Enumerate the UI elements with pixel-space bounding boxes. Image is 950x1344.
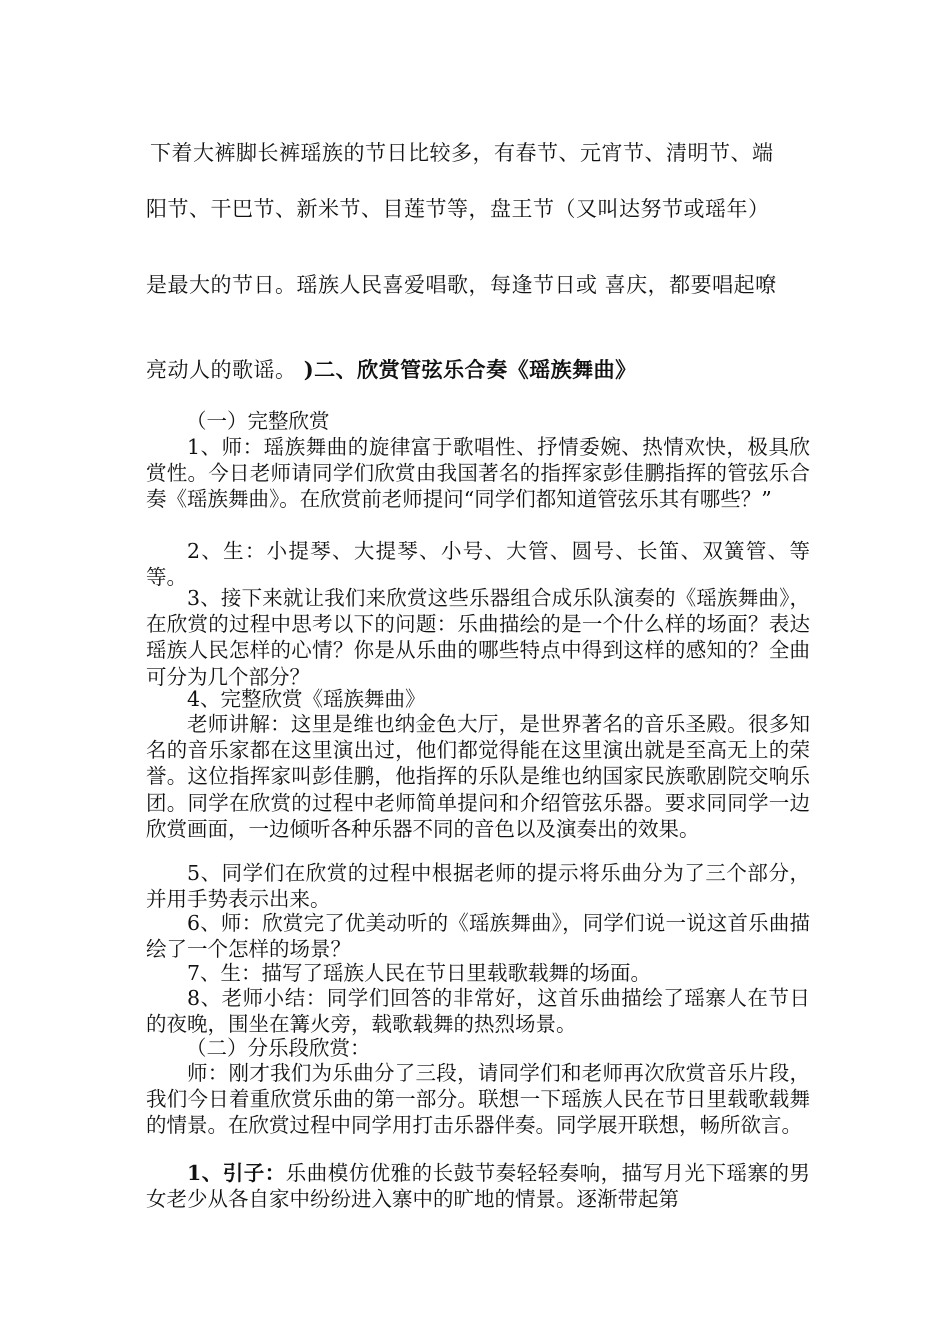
section2-title: （二）分乐段欣赏： xyxy=(186,1036,371,1060)
section-heading: )二、欣赏管弦乐合奏《瑶族舞曲》 xyxy=(303,357,637,382)
section1-title: （一）完整欣赏 xyxy=(186,409,330,433)
intro-line-4 xyxy=(146,354,816,384)
section1-paragraph-8: 7、生：描写了瑶族人民在节日里载歌载舞的场面。 xyxy=(187,961,652,985)
intro-line-4-text: 亮动人的歌谣。 xyxy=(146,358,297,382)
section1-paragraph-3: 3、接下来就让我们来欣赏这些乐器组合成乐队演奏的《瑶族舞曲》，在欣赏的过程中思考以下的问题：乐曲描绘的是一个什么样的场面？表达瑶族人民怎样的心情？你是从乐曲的哪些特点中得到这样的感知的？全曲可分为几个部分？ xyxy=(146,586,810,689)
section2-paragraph-1: 师：刚才我们为乐曲分了三段，请同学们和老师再次欣赏音乐片段，我们今日着重欣赏乐曲的第一部分。联想一下瑶族人民在节日里载歌载舞的情景。在欣赏过程中同学用打击乐器伴奏。同学展开联想，畅所欲言。 xyxy=(146,1061,810,1138)
section2-intro-text: 乐曲模仿优雅的长鼓节奏轻轻奏响，描写月光下瑶寨的男女老少从各自家中纷纷进入寨中的旷地的情景。逐渐带起第 xyxy=(146,1161,810,1212)
section1-paragraph-6: 5、同学们在欣赏的过程中根据老师的提示将乐曲分为了三个部分，并用手势表示出来。 xyxy=(146,861,810,912)
section2-paragraph-2 xyxy=(146,1160,810,1212)
section2-intro-label: 1、引子： xyxy=(187,1161,286,1185)
intro-line-2: 阳节、干巴节、新米节、目莲节等，盘王节（又叫达努节或瑶年） xyxy=(146,197,770,221)
intro-line-1: 下着大裤脚长裤瑶族的节日比较多，有春节、元宵节、清明节、端 xyxy=(150,141,774,165)
intro-line-3: 是最大的节日。瑶族人民喜爱唱歌，每逢节日或 喜庆，都要唱起嘹 xyxy=(146,273,777,297)
section1-paragraph-7: 6、师：欣赏完了优美动听的《瑶族舞曲》，同学们说一说这首乐曲描绘了一个怎样的场景？ xyxy=(146,911,810,962)
section1-paragraph-4: 4、完整欣赏《瑶族舞曲》 xyxy=(187,687,426,711)
section1-paragraph-5: 老师讲解：这里是维也纳金色大厅，是世界著名的音乐圣殿。很多知名的音乐家都在这里演出过，他们都觉得能在这里演出就是至高无上的荣誉。这位指挥家叫彭佳鹏，他指挥的乐队是维也纳国家民族歌剧院交响乐团。同学在欣赏的过程中老师简单提问和介绍管弦乐器。要求同同学一边欣赏画面，一边倾听各种乐器不同的音色以及演奏出的效果。 xyxy=(146,712,810,841)
section1-paragraph-1: 1、师：瑶族舞曲的旋律富于歌唱性、抒情委婉、热情欢快，极具欣赏性。今日老师请同学们欣赏由我国著名的指挥家彭佳鹏指挥的管弦乐合奏《瑶族舞曲》。在欣赏前老师提问“同学们都知道管弦乐其有哪些？” xyxy=(146,435,810,512)
section1-paragraph-2: 2、生：小提琴、大提琴、小号、大管、圆号、长笛、双簧管、等等。 xyxy=(146,539,810,590)
section1-paragraph-9: 8、老师小结：同学们回答的非常好，这首乐曲描绘了瑶寨人在节日的夜晚，围坐在篝火旁，载歌载舞的热烈场景。 xyxy=(146,986,810,1037)
